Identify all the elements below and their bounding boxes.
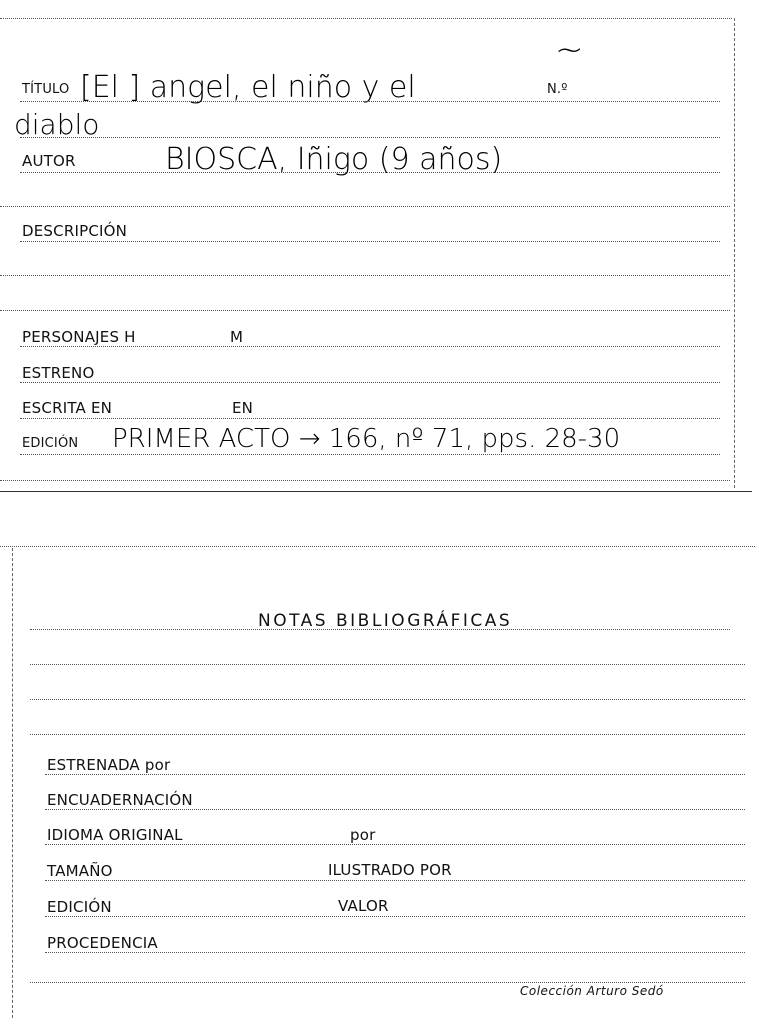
tamano-label: TAMAÑO — [47, 862, 113, 880]
descripcion-label: DESCRIPCIÓN — [22, 222, 128, 240]
encuadernacion-label: ENCUADERNACIÓN — [47, 791, 193, 809]
notas-heading: NOTAS BIBLIOGRÁFICAS — [258, 611, 513, 631]
personajes-h-label: PERSONAJES H — [22, 328, 136, 346]
numero-handwritten-mark: ~ — [555, 30, 584, 70]
titulo-line — [20, 101, 720, 102]
encuadernacion-line — [45, 809, 745, 810]
estrenada-por-label: ESTRENADA por — [47, 756, 171, 774]
edicion-label: EDICIÓN — [22, 436, 79, 451]
notas-line-2 — [30, 664, 745, 665]
descripcion-line — [20, 241, 720, 242]
notas-line-4 — [30, 734, 745, 735]
valor-label: VALOR — [338, 897, 389, 915]
blank-line-1 — [0, 206, 730, 207]
edicion-handwritten: PRIMER ACTO → 166, nº 71, pps. 28-30 — [112, 424, 621, 454]
card2-top-border — [0, 546, 755, 547]
titulo-line-2 — [20, 137, 720, 138]
personajes-line — [20, 346, 720, 347]
estreno-label: ESTRENO — [22, 364, 95, 382]
numero-label: N.º — [547, 82, 568, 97]
escrita-line — [20, 418, 720, 419]
procedencia-line — [45, 952, 745, 953]
card2-left-edge — [12, 548, 13, 1018]
escrita-en-label: ESCRITA EN — [22, 399, 113, 417]
notas-line-3 — [30, 699, 745, 700]
escrita-en-2-label: EN — [232, 399, 254, 417]
idioma-line — [45, 844, 745, 845]
edicion-2-line — [45, 916, 745, 917]
idioma-original-label: IDIOMA ORIGINAL — [47, 826, 183, 844]
ilustrado-por-label: ILUSTRADO POR — [328, 861, 452, 879]
titulo-handwritten-line1: [El ] angel, el niño y el — [80, 70, 416, 105]
titulo-handwritten-line2: diablo — [14, 108, 100, 141]
autor-handwritten: BIOSCA, Iñigo (9 años) — [165, 142, 503, 177]
estreno-line — [20, 382, 720, 383]
blank-line-card2 — [30, 982, 745, 983]
card-right-edge — [734, 18, 735, 488]
tamano-line — [45, 880, 745, 881]
por-label: por — [350, 826, 376, 844]
personajes-m-label: M — [230, 328, 244, 346]
edicion-line — [20, 454, 720, 455]
notas-line-1 — [30, 629, 730, 630]
descripcion-line-3 — [0, 310, 730, 311]
estrenada-line — [45, 774, 745, 775]
card-top-border — [0, 18, 732, 19]
blank-line-bottom — [0, 480, 730, 481]
descripcion-line-2 — [0, 275, 730, 276]
titulo-label: TÍTULO — [22, 82, 70, 97]
autor-label: AUTOR — [22, 152, 76, 170]
edicion-2-label: EDICIÓN — [47, 898, 112, 916]
card-bottom-edge — [0, 491, 752, 492]
collection-credit: Colección Arturo Sedó — [520, 984, 664, 998]
procedencia-label: PROCEDENCIA — [47, 934, 158, 952]
autor-line — [20, 172, 720, 173]
